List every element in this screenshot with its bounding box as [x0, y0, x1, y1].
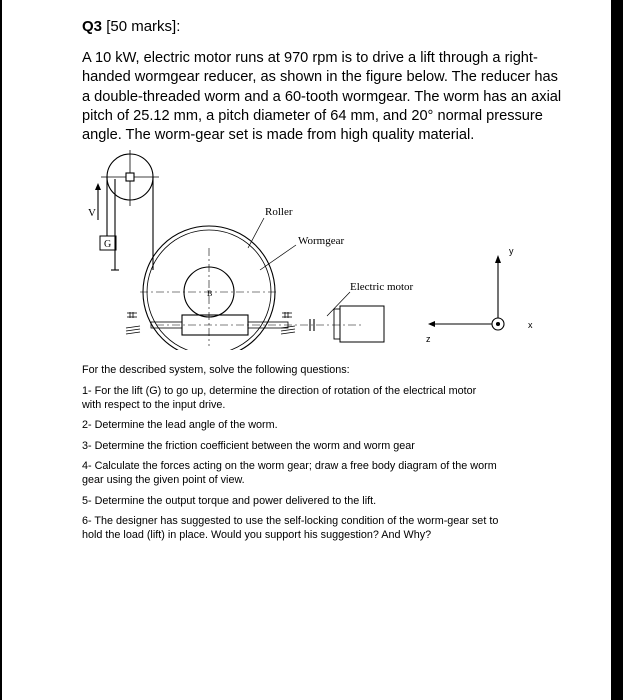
motor-label: Electric motor [350, 281, 414, 293]
question-line: 4- Calculate the forces acting on the worm gear; draw a free body diagram of the worm [82, 460, 497, 473]
load-label: G [104, 239, 112, 250]
axis-z-label: z [426, 334, 431, 344]
velocity-label: V [88, 207, 96, 219]
question-line: 6- The designer has suggested to use the self-locking condition of the worm-gear set to [82, 515, 499, 528]
left-bearing [126, 312, 140, 334]
question-line: 5- Determine the output torque and power delivered to the lift. [82, 494, 377, 507]
question-number: Q3 [82, 18, 103, 35]
question-item [82, 495, 557, 509]
electric-motor [340, 306, 384, 342]
questions-prompt: For the described system, solve the following questions: [82, 364, 350, 376]
question-item [82, 419, 557, 433]
question-line: gear using the given point of view. [82, 473, 245, 486]
intro-line: angle. The worm-gear set is made from high quality material. [82, 127, 475, 144]
intro-line: a double-threaded worm and a 60-tooth wormgear. The worm has an axial [82, 88, 562, 105]
intro-line: pitch of 25.12 mm, a pitch diameter of 64 mm, and 20° normal pressure [82, 107, 543, 124]
left-border [0, 0, 2, 700]
question-heading [82, 18, 180, 35]
axis-x-label: x [528, 320, 533, 330]
question-item [82, 515, 557, 542]
question-line: 3- Determine the friction coefficient between the worm and worm gear [82, 439, 415, 452]
roller-label: Roller [265, 206, 293, 218]
right-border [611, 0, 623, 700]
question-line: 2- Determine the lead angle of the worm. [82, 419, 278, 432]
coordinate-axes [428, 255, 504, 330]
question-item [82, 440, 557, 454]
questions-list [82, 385, 557, 542]
wormgear-lift-diagram [82, 150, 552, 350]
problem-statement [82, 49, 562, 145]
question-item [82, 460, 557, 487]
question-line: hold the load (lift) in place. Would you support his suggestion? And Why? [82, 528, 432, 541]
intro-line: A 10 kW, electric motor runs at 970 rpm is to drive a lift through a right- [82, 50, 538, 66]
intro-line: handed wormgear reducer, as shown in the figure below. The reducer has [82, 69, 558, 86]
axis-y-label: y [509, 246, 514, 256]
question-item [82, 385, 557, 412]
question-line: with respect to the input drive. [82, 398, 226, 411]
question-line: 1- For the lift (G) to go up, determine the direction of rotation of the electrical motor [82, 385, 477, 397]
bearing-mark: B [207, 289, 213, 298]
question-marks: [50 marks]: [106, 18, 181, 35]
wormgear-label: Wormgear [298, 235, 345, 247]
